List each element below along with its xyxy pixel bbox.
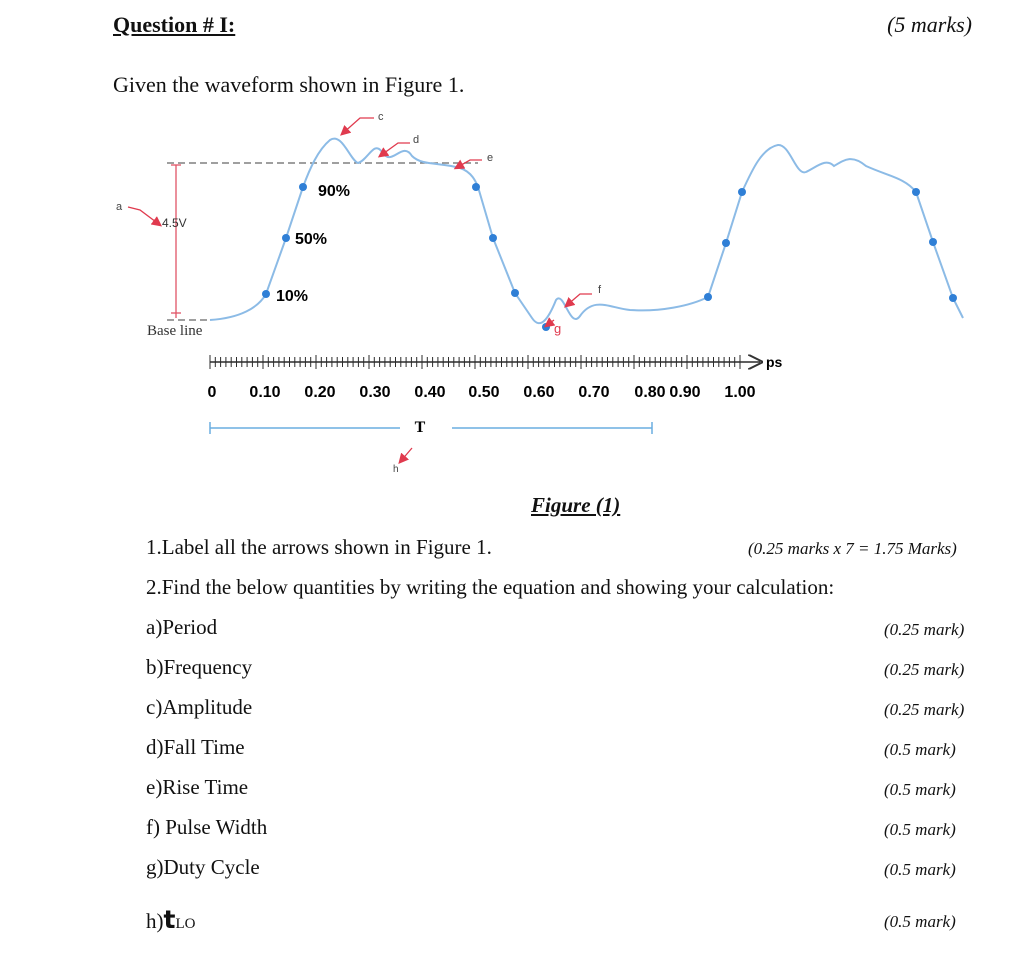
- arrow-label-c: c: [378, 111, 384, 123]
- question-marks: (5 marks): [887, 12, 972, 37]
- question-2-label: 2.Find the below quantities by writing the equation and showing your calculation:: [146, 575, 835, 599]
- item-duty-cycle-marks: (0.5 mark): [884, 860, 956, 879]
- item-tlo-marks: (0.5 mark): [884, 912, 956, 931]
- arrow-label-d: d: [413, 134, 420, 146]
- item-rise-time-marks: (0.5 mark): [884, 780, 956, 799]
- point-fall-10: [511, 289, 519, 297]
- item-pulse-width-marks: (0.5 mark): [884, 820, 956, 839]
- baseline-label: Base line: [147, 323, 203, 339]
- axis-tick-label: 0.90: [669, 384, 701, 401]
- point-fall-50: [489, 234, 497, 242]
- arrow-label-f: f: [598, 284, 602, 296]
- waveform-figure: [0, 95, 1024, 495]
- arrow-label-h: h: [393, 464, 399, 475]
- axis-tick-label: 0.10: [249, 384, 281, 401]
- question-1-marks: (0.25 marks x 7 = 1.75 Marks): [748, 539, 957, 558]
- point-fall2-10: [949, 294, 957, 302]
- item-pulse-width-label: f) Pulse Width: [146, 815, 268, 839]
- item-period-marks: (0.25 mark): [884, 620, 965, 639]
- point-rise-50: [282, 234, 290, 242]
- item-rise-time-label: e)Rise Time: [146, 775, 249, 799]
- arrow-label-e: e: [487, 152, 494, 164]
- label-50-percent: 50%: [295, 231, 328, 248]
- point-rise2-90: [738, 188, 746, 196]
- point-rise2-10: [704, 293, 712, 301]
- period-label: T: [414, 419, 426, 436]
- amplitude-value: 4.5V: [162, 216, 187, 230]
- item-duty-cycle-label: g)Duty Cycle: [146, 855, 260, 879]
- point-rise-10: [262, 290, 270, 298]
- axis-unit: ps: [766, 354, 783, 370]
- intro-text: Given the waveform shown in Figure 1.: [113, 72, 465, 97]
- label-10-percent: 10%: [276, 288, 309, 305]
- sample-points: [262, 183, 957, 331]
- question-title: Question # I:: [113, 12, 236, 37]
- label-90-percent: 90%: [318, 183, 351, 200]
- axis-tick-label: 0.30: [359, 384, 391, 401]
- item-frequency-label: b)Frequency: [146, 655, 253, 679]
- item-amplitude-label: c)Amplitude: [146, 695, 253, 719]
- item-fall-time-marks: (0.5 mark): [884, 740, 956, 759]
- point-rise2-50: [722, 239, 730, 247]
- axis-tick-label: 0.50: [468, 384, 500, 401]
- figure-caption: Figure (1): [531, 493, 621, 517]
- item-frequency-marks: (0.25 mark): [884, 660, 965, 679]
- point-fall2-90: [912, 188, 920, 196]
- period-bracket: [210, 422, 652, 434]
- item-tlo-label: h)tLO: [146, 905, 196, 934]
- point-rise-90: [299, 183, 307, 191]
- arrow-label-g: g: [554, 321, 562, 336]
- item-period-label: a)Period: [146, 615, 218, 639]
- point-fall2-50: [929, 238, 937, 246]
- item-fall-time-label: d)Fall Time: [146, 735, 245, 759]
- axis-tick-label: 0.20: [304, 384, 336, 401]
- axis-tick-label: 0.60: [523, 384, 555, 401]
- axis-tick-label: 0.70: [578, 384, 610, 401]
- arrow-label-a: a: [116, 201, 123, 213]
- point-fall-90: [472, 183, 480, 191]
- time-axis: [210, 355, 760, 369]
- item-amplitude-marks: (0.25 mark): [884, 700, 965, 719]
- axis-tick-label: 0: [207, 384, 217, 401]
- question-1-label: 1.Label all the arrows shown in Figure 1.: [146, 535, 492, 559]
- axis-tick-label: 1.00: [724, 384, 756, 401]
- axis-tick-label: 0.80: [634, 384, 666, 401]
- axis-tick-label: 0.40: [414, 384, 446, 401]
